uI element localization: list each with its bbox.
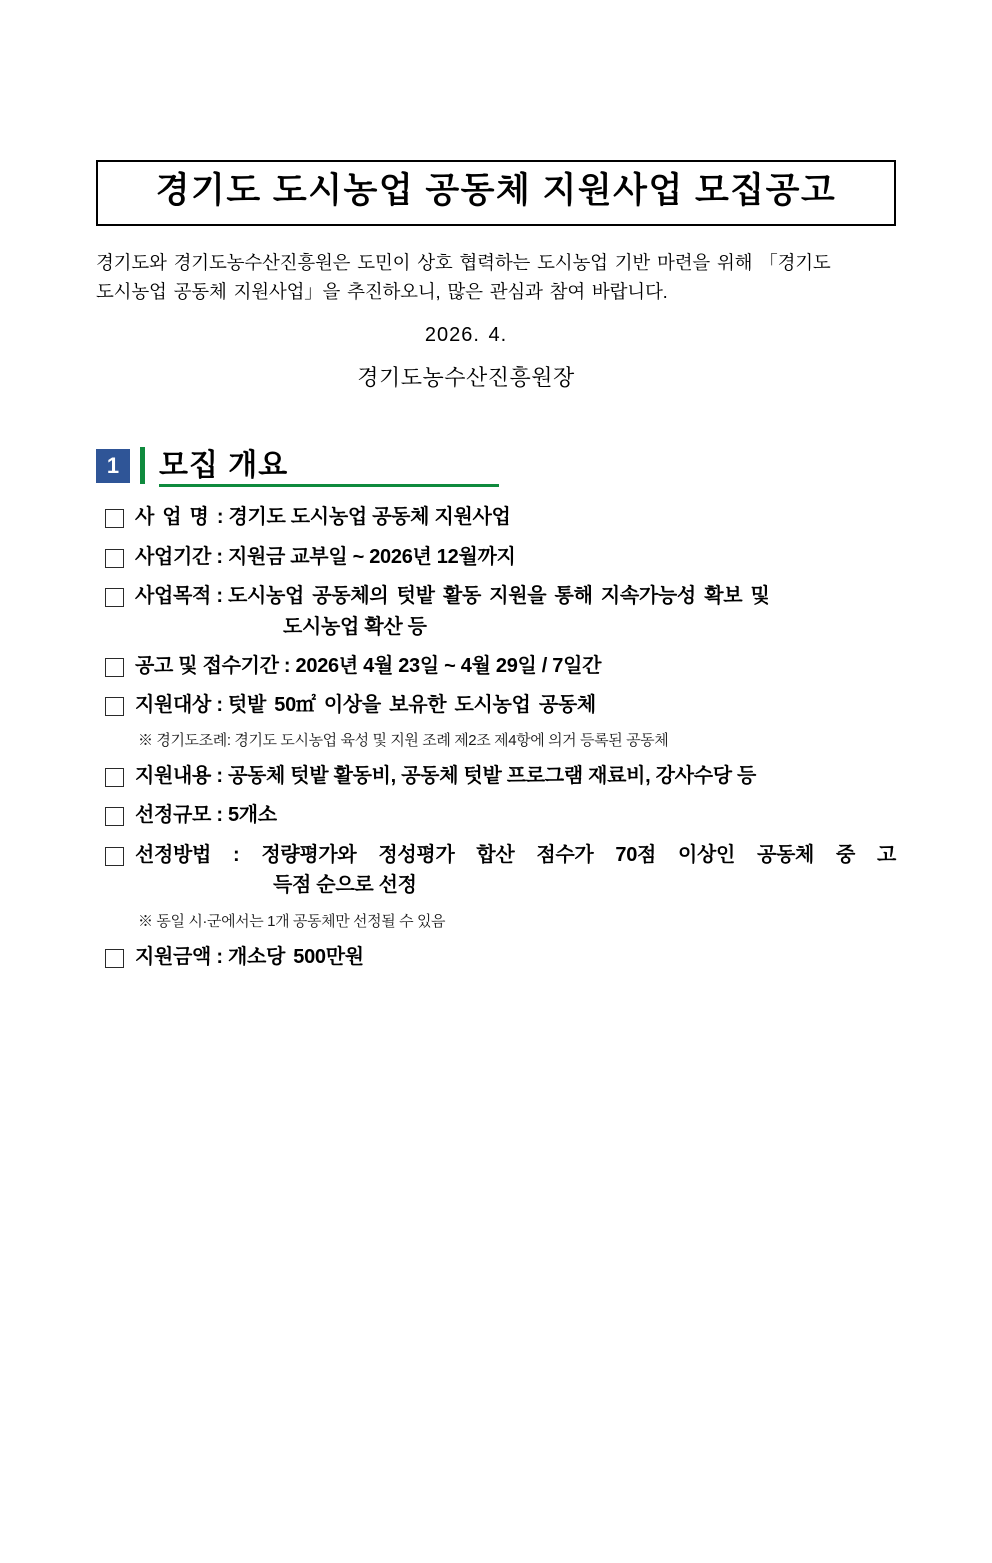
item-value: 정량평가와 정성평가 합산 점수가 70점 이상인 공동체 중 고 bbox=[261, 843, 896, 866]
checkbox-icon bbox=[105, 768, 124, 787]
item-value-continued: 득점 순으로 선정 bbox=[273, 873, 417, 896]
list-item bbox=[96, 841, 896, 900]
section-number-badge: 1 bbox=[96, 449, 130, 483]
list-item bbox=[96, 762, 896, 790]
checkbox-icon bbox=[105, 549, 124, 568]
document-page bbox=[0, 160, 992, 1563]
page-title: 경기도 도시농업 공동체 지원사업 모집공고 bbox=[155, 171, 837, 210]
intro-line-2: 도시농업 공동체 지원사업」을 추진하오니, 많은 관심과 참여 바랍니다. bbox=[96, 281, 668, 303]
checkbox-icon bbox=[105, 509, 124, 528]
item-value: 5개소 bbox=[227, 804, 277, 827]
checkbox-icon bbox=[105, 697, 124, 716]
item-label: 지원금액 : bbox=[135, 946, 223, 969]
item-label: 지원대상 : bbox=[135, 694, 223, 717]
intro-paragraph bbox=[96, 248, 896, 396]
list-item bbox=[96, 691, 896, 719]
list-item bbox=[96, 582, 896, 641]
list-item bbox=[96, 503, 896, 531]
item-value: 텃밭 50㎡ 이상을 보유한 도시농업 공동체 bbox=[227, 694, 596, 717]
note-support-target: ※ 경기도조례: 경기도 도시농업 육성 및 지원 조례 제2조 제4항에 의거 등록된 공동체 bbox=[138, 731, 669, 749]
list-item bbox=[96, 943, 896, 971]
list-item bbox=[96, 543, 896, 571]
item-value: 경기도 도시농업 공동체 지원사업 bbox=[228, 506, 511, 529]
overview-item-list bbox=[96, 503, 896, 971]
item-value: 도시농업 공동체의 텃밭 활동 지원을 통해 지속가능성 확보 및 bbox=[227, 585, 770, 608]
checkbox-icon bbox=[105, 807, 124, 826]
list-item bbox=[96, 801, 896, 829]
section-accent-bar bbox=[140, 447, 145, 484]
item-value: 지원금 교부일 ~ 2026년 12월까지 bbox=[227, 545, 516, 568]
note-selection-rule: ※ 동일 시·군에서는 1개 공동체만 선정될 수 있음 bbox=[138, 913, 446, 931]
issue-date: 2026. 4. bbox=[424, 324, 508, 347]
item-label: 선정규모 : bbox=[135, 804, 223, 827]
document-title-box bbox=[96, 160, 896, 226]
section-recruitment-overview bbox=[96, 447, 896, 971]
item-label: 지원내용 : bbox=[135, 764, 223, 787]
list-item bbox=[96, 652, 896, 680]
item-label: 공고 및 접수기간 : bbox=[135, 655, 291, 678]
intro-line-1: 경기도와 경기도농수산진흥원은 도민이 상호 협력하는 도시농업 기반 마련을 위해 「경기도 bbox=[96, 251, 831, 273]
section-heading bbox=[96, 447, 896, 487]
item-label: 선정방법 : bbox=[135, 843, 240, 866]
item-value: 공동체 텃밭 활동비, 공동체 텃밭 프로그램 재료비, 강사수당 등 bbox=[227, 764, 757, 787]
issuer-name: 경기도농수산진흥원장 bbox=[357, 364, 575, 390]
item-label: 사 업 명 : bbox=[135, 506, 224, 529]
checkbox-icon bbox=[105, 949, 124, 968]
checkbox-icon bbox=[105, 588, 124, 607]
item-label: 사업목적 : bbox=[135, 585, 223, 608]
item-label: 사업기간 : bbox=[135, 545, 223, 568]
item-value-continued: 도시농업 확산 등 bbox=[283, 615, 427, 638]
checkbox-icon bbox=[105, 658, 124, 677]
item-value: 2026년 4월 23일 ~ 4월 29일 / 7일간 bbox=[295, 655, 602, 678]
item-value: 개소당 500만원 bbox=[227, 946, 364, 969]
checkbox-icon bbox=[105, 847, 124, 866]
section-title: 모집 개요 bbox=[159, 450, 499, 488]
